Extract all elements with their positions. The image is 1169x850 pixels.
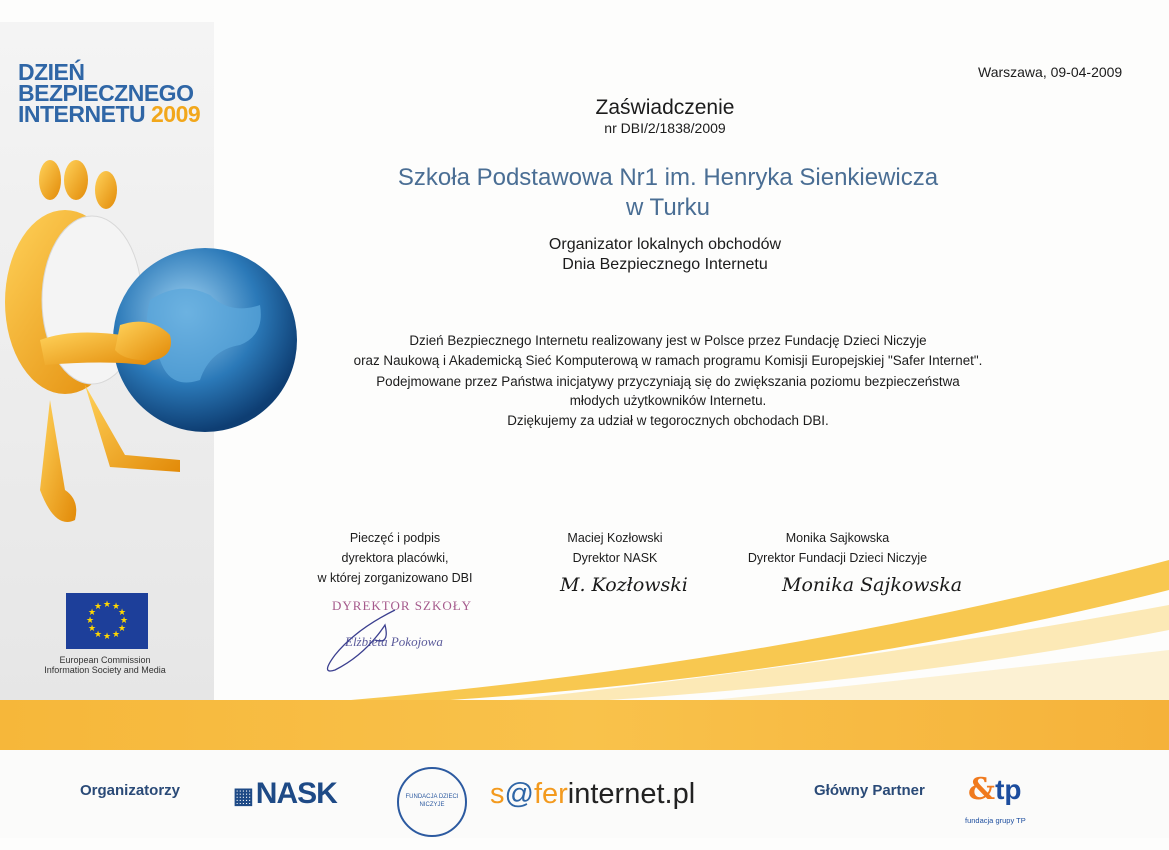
saferinternet-logo xyxy=(490,778,695,811)
nask-handwritten-signature: M. Kozłowski xyxy=(560,574,688,596)
saferinternet-s: s xyxy=(490,778,505,810)
body-line-4: młodych użytkowników Internetu. xyxy=(569,393,767,408)
school-stamp-name: Elżbieta Pokojowa xyxy=(345,634,443,649)
svg-text:★: ★ xyxy=(102,600,112,610)
issue-date: Warszawa, 09-04-2009 xyxy=(978,64,1123,80)
eu-caption xyxy=(30,655,180,675)
svg-text:★: ★ xyxy=(117,608,127,618)
tp-caption: fundacja grupy TP xyxy=(965,816,1026,825)
recipient-role-line-1: Organizator lokalnych obchodów xyxy=(548,236,782,253)
ampersand-icon: & xyxy=(968,772,996,807)
fdn-signer-name: Monika Sajkowska xyxy=(785,531,890,545)
school-signature-block xyxy=(290,528,500,588)
fdn-signature-block xyxy=(730,528,945,568)
certificate-number: nr DBI/2/1838/2009 xyxy=(604,120,726,136)
logo-year: 2009 xyxy=(151,101,201,127)
logo-line-2: BEZPIECZNEGO xyxy=(18,80,194,106)
nask-signature-block xyxy=(545,528,685,568)
main-partner-label: Główny Partner xyxy=(814,782,925,799)
svg-text:★: ★ xyxy=(93,602,103,612)
stamp-label-line-1: Pieczęć i podpis xyxy=(349,531,441,545)
logo-line-1: DZIEŃ xyxy=(18,59,85,85)
tp-logo: &tp xyxy=(968,772,1022,807)
nask-logo: ▦ NASK xyxy=(233,777,337,810)
fdn-signer-title: Dyrektor Fundacji Dzieci Niczyje xyxy=(747,551,928,565)
nask-signer-name: Maciej Kozłowski xyxy=(567,531,663,545)
fdn-handwritten-signature: Monika Sajkowska xyxy=(782,574,963,596)
recipient-role-line-2: Dnia Bezpiecznego Internetu xyxy=(562,256,768,273)
eu-caption-line-1: European Commission xyxy=(59,655,151,665)
fdn-logo xyxy=(397,767,467,837)
body-line-5: Dziękujemy za udział w tegorocznych obchodach DBI. xyxy=(507,413,829,428)
bottom-accent-band xyxy=(0,700,1169,750)
nask-cube-icon: ▦ xyxy=(233,783,253,808)
svg-text:★: ★ xyxy=(111,602,121,612)
school-stamp-title: DYREKTOR SZKOŁY xyxy=(332,598,473,613)
logo-line-3: INTERNETU 2009 xyxy=(18,101,201,127)
saferinternet-suffix: internet.pl xyxy=(567,778,696,810)
body-line-1: Dzień Bezpiecznego Internetu realizowany jest w Polsce przez Fundację Dzieci Niczyje xyxy=(409,333,927,348)
eu-flag-icon xyxy=(66,593,148,649)
nask-signer-title: Dyrektor NASK xyxy=(572,551,658,565)
svg-text:★: ★ xyxy=(119,616,129,626)
recipient-name-line-1: Szkoła Podstawowa Nr1 im. Henryka Sienkiewicza xyxy=(397,164,939,191)
svg-text:★: ★ xyxy=(93,630,103,640)
svg-text:★: ★ xyxy=(87,608,97,618)
svg-text:★: ★ xyxy=(102,632,112,642)
mascot-globe-illustration xyxy=(0,150,310,570)
eu-caption-line-2: Information Society and Media xyxy=(44,665,166,675)
recipient-name-line-2: w Turku xyxy=(625,194,711,221)
stamp-label-line-3: w której zorganizowano DBI xyxy=(317,571,473,585)
body-line-2: oraz Naukową i Akademicką Sieć Komputerową w ramach programu Komisji Europejskiej "Safer Internet". xyxy=(353,353,983,368)
svg-text:★: ★ xyxy=(87,624,97,634)
school-handwritten-signature xyxy=(315,600,425,675)
certificate-title: Zaświadczenie xyxy=(595,96,735,119)
body-line-3: Podejmowane przez Państwa inicjatywy przyczyniają się do zwiększania poziomu bezpieczeństwa xyxy=(376,374,960,389)
stamp-label-line-2: dyrektora placówki, xyxy=(341,551,449,565)
svg-text:★: ★ xyxy=(85,616,95,626)
dbi-logo xyxy=(18,59,201,127)
svg-text:★: ★ xyxy=(111,630,121,640)
fdn-logo-text: FUNDACJA DZIECI NICZYJE xyxy=(405,794,459,808)
saferinternet-at: @ xyxy=(504,778,534,810)
organizers-label: Organizatorzy xyxy=(80,782,181,799)
svg-text:★: ★ xyxy=(117,624,127,634)
saferinternet-fer: fer xyxy=(533,778,568,810)
